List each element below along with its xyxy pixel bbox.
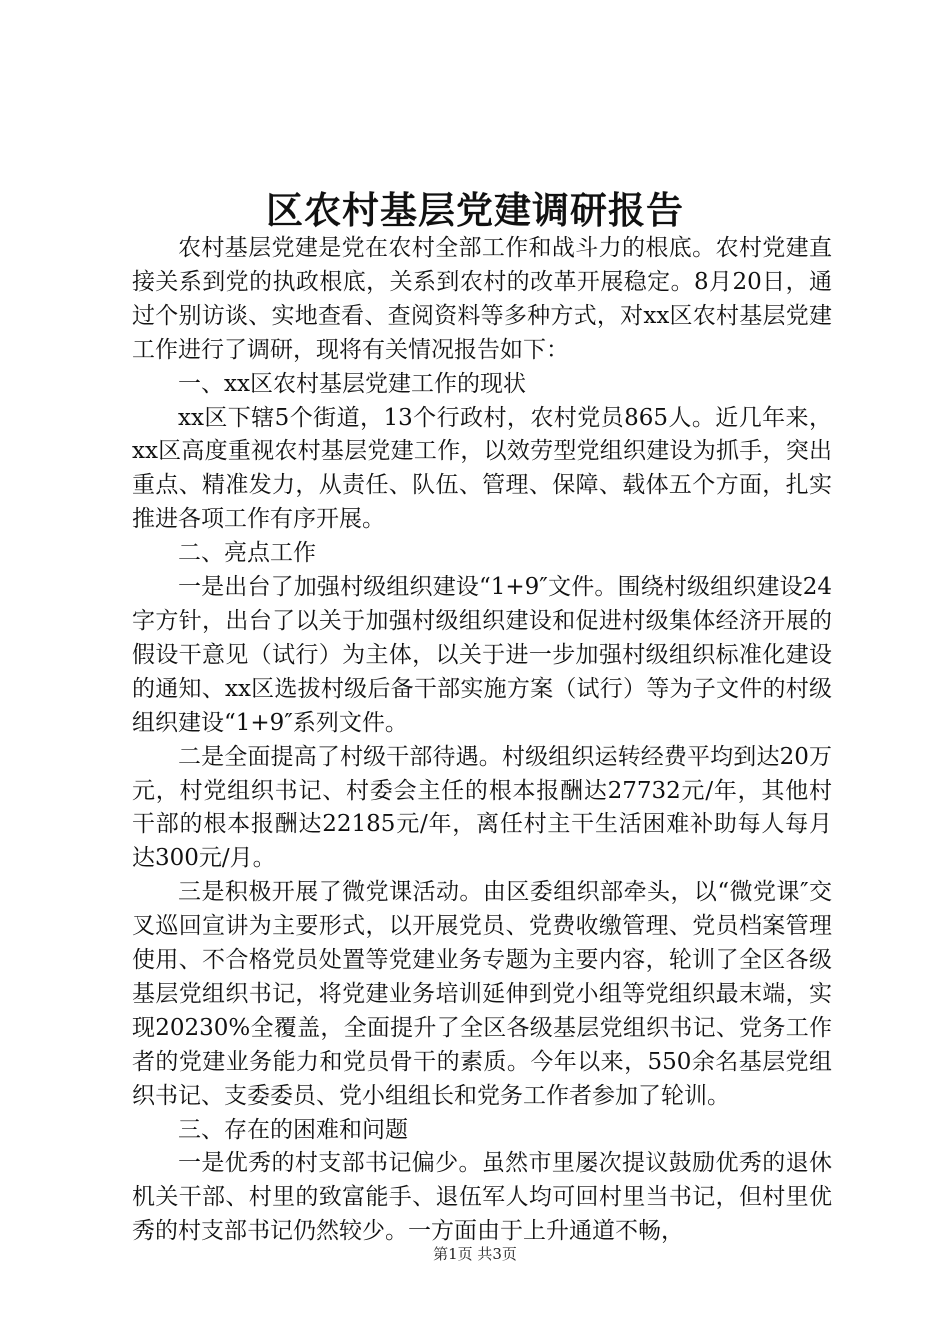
- page-number: 第1页 共3页: [433, 1245, 517, 1263]
- paragraph-highlight-3: 三是积极开展了微党课活动。由区委组织部牵头，以“微党课″交叉巡回宣讲为主要形式，以开展党员、党费收缴管理、党员档案管理使用、不合格党员处置等党建业务专题为主要内容，轮训了全区各级基层党组织书记，将党建业务培训延伸到党小组等党组织最末端，实现20230%全覆盖，全面提升了全区各级基层党组织书记、党务工作者的党建业务能力和党员骨干的素质。今年以来，550余名基层党组织书记、支委委员、党小组组长和党务工作者参加了轮训。: [132, 879, 832, 1109]
- paragraph-highlight-2: 二是全面提高了村级干部待遇。村级组织运转经费平均到达20万元，村党组织书记、村委会主任的根本报酬达27732元/年，其他村干部的根本报酬达22185元/年，离任村主干生活困难补助每人每月达300元/月。: [132, 743, 832, 872]
- document-title: 区农村基层党建调研报告: [266, 188, 684, 232]
- heading-section-1: 一、xx区农村基层党建工作的现状: [178, 370, 526, 397]
- heading-section-3: 三、存在的困难和问题: [178, 1116, 408, 1143]
- paragraph-problem-1: 一是优秀的村支部书记偏少。虽然市里屡次提议鼓励优秀的退休机关干部、村里的致富能手、退伍军人均可回村里当书记，但村里优秀的村支部书记仍然较少。一方面由于上升通道不畅，: [132, 1150, 832, 1245]
- heading-section-2: 二、亮点工作: [178, 540, 316, 567]
- paragraph-intro: 农村基层党建是党在农村全部工作和战斗力的根底。农村党建直接关系到党的执政根底，关系到农村的改革开展稳定。8月20日，通过个别访谈、实地查看、查阅资料等多种方式，对xx区农村基层党建工作进行了调研，现将有关情况报告如下：: [132, 235, 832, 363]
- document-body: [132, 232, 832, 1249]
- paragraph-status: xx区下辖5个街道，13个行政村，农村党员865人。近几年来，xx区高度重视农村基层党建工作，以效劳型党组织建设为抓手，突出重点、精准发力，从责任、队伍、管理、保障、载体五个方面，扎实推进各项工作有序开展。: [132, 404, 832, 533]
- paragraph-highlight-1: 一是出台了加强村级组织建设“1+9″文件。围绕村级组织建设24字方针，出台了以关于加强村级组织建设和促进村级集体经济开展的假设干意见（试行）为主体，以关于进一步加强村级组织标准化建设的通知、xx区选拔村级后备干部实施方案（试行）等为子文件的村级组织建设“1+9″系列文件。: [132, 574, 832, 736]
